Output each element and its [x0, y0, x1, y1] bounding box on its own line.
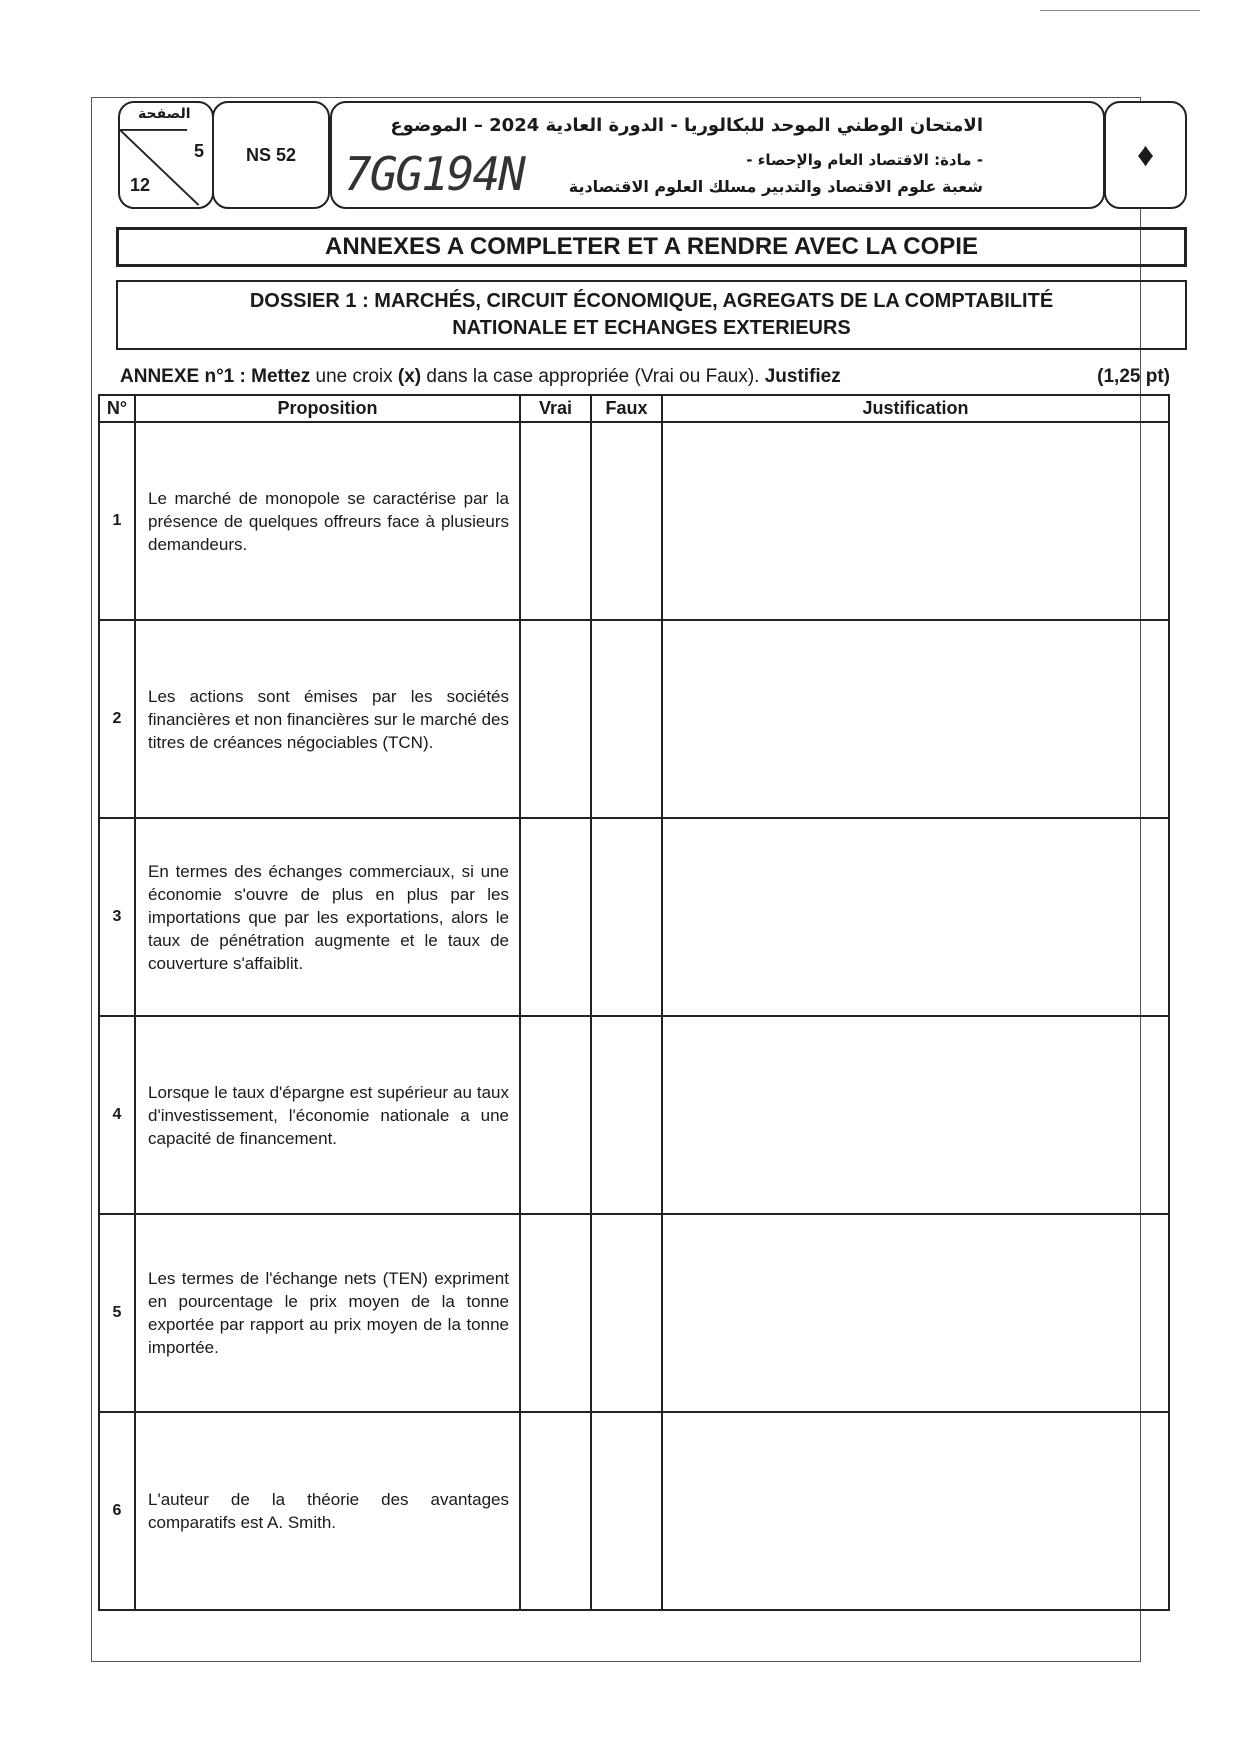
vrai-cell[interactable]: [520, 1412, 591, 1610]
proposition-text: Le marché de monopole se caractérise par la présence de quelques offreurs face à plusieurs demandeurs.: [135, 422, 520, 620]
header-proposition: Proposition: [135, 395, 520, 422]
faux-cell[interactable]: [591, 818, 662, 1016]
handwritten-code: 7GG194N: [344, 147, 524, 201]
justification-cell[interactable]: [662, 1016, 1169, 1214]
justification-cell[interactable]: [662, 620, 1169, 818]
diamond-icon: ♦: [1136, 135, 1155, 174]
proposition-text: Les termes de l'échange nets (TEN) expriment en pourcentage le prix moyen de la tonne exportée par rapport au prix moyen de la tonne importée.: [135, 1214, 520, 1412]
table-row: [99, 1412, 1169, 1610]
annex-table: [98, 394, 1170, 1611]
exam-title-arabic: الامتحان الوطني الموحد للبكالوريا - الدورة العادية 2024 – الموضوع: [390, 115, 983, 136]
table-row: [99, 1214, 1169, 1412]
exam-code: NS 52: [245, 144, 297, 165]
dossier-line-2: NATIONALE ET ECHANGES EXTERIEURS: [452, 317, 851, 339]
header-faux: Faux: [591, 395, 662, 422]
row-number: 5: [99, 1214, 135, 1412]
faux-cell[interactable]: [591, 1412, 662, 1610]
exam-code-box: [212, 101, 330, 209]
page-total: 12: [130, 175, 151, 195]
row-number: 1: [99, 422, 135, 620]
row-number: 2: [99, 620, 135, 818]
instruction-label: ANNEXE n°1 : Mettez: [120, 366, 311, 387]
faux-cell[interactable]: [591, 620, 662, 818]
page-number-box: [118, 101, 214, 209]
row-number: 4: [99, 1016, 135, 1214]
proposition-text: Les actions sont émises par les sociétés financières et non financières sur le marché des titres de créances négociables (TCN).: [135, 620, 520, 818]
justification-cell[interactable]: [662, 1214, 1169, 1412]
header-num: N°: [99, 395, 135, 422]
table-row: [99, 422, 1169, 620]
proposition-text: Lorsque le taux d'épargne est supérieur au taux d'investissement, l'économie nationale a une capacité de financement.: [135, 1016, 520, 1214]
instruction-text-a: une croix: [310, 366, 398, 387]
proposition-text: L'auteur de la théorie des avantages comparatifs est A. Smith.: [135, 1412, 520, 1610]
points: (1,25 pt): [1097, 366, 1170, 387]
faux-cell[interactable]: [591, 422, 662, 620]
justification-cell[interactable]: [662, 422, 1169, 620]
vrai-cell[interactable]: [520, 1214, 591, 1412]
header-vrai: Vrai: [520, 395, 591, 422]
row-number: 3: [99, 818, 135, 1016]
header-justification: Justification: [662, 395, 1169, 422]
table-header-row: [99, 395, 1169, 422]
subject-arabic: - مادة: الاقتصاد العام والإحصاء -: [746, 151, 983, 169]
proposition-text: En termes des échanges commerciaux, si une économie s'ouvre de plus en plus par les importations que par les exportations, alors le taux de pénétration augmente et le taux de couverture s'affaiblit.: [135, 818, 520, 1016]
table-row: [99, 1016, 1169, 1214]
exam-title-box: [330, 101, 1105, 209]
instruction-text-b: dans la case appropriée (Vrai ou Faux).: [421, 366, 765, 387]
vrai-cell[interactable]: [520, 422, 591, 620]
instruction-cross: (x): [397, 366, 422, 387]
row-number: 6: [99, 1412, 135, 1610]
faux-cell[interactable]: [591, 1016, 662, 1214]
table-row: [99, 620, 1169, 818]
instruction: [120, 366, 1170, 388]
diamond-box: [1104, 101, 1187, 209]
page-label: الصفحة: [138, 106, 191, 122]
dossier-title: [116, 280, 1187, 350]
vrai-cell[interactable]: [520, 620, 591, 818]
faux-cell[interactable]: [591, 1214, 662, 1412]
page-current: 5: [193, 141, 204, 161]
vrai-cell[interactable]: [520, 1016, 591, 1214]
vrai-cell[interactable]: [520, 818, 591, 1016]
instruction-justify: Justifiez: [764, 366, 841, 387]
track-arabic: شعبة علوم الاقتصاد والتدبير مسلك العلوم الاقتصادية: [568, 177, 983, 196]
justification-cell[interactable]: [662, 1412, 1169, 1610]
table-row: [99, 818, 1169, 1016]
justification-cell[interactable]: [662, 818, 1169, 1016]
dossier-line-1: DOSSIER 1 : MARCHÉS, CIRCUIT ÉCONOMIQUE, AGREGATS DE LA COMPTABILITÉ: [249, 290, 1054, 312]
annex-title: ANNEXES A COMPLETER ET A RENDRE AVEC LA COPIE: [116, 227, 1187, 267]
scan-line: [1040, 10, 1200, 11]
